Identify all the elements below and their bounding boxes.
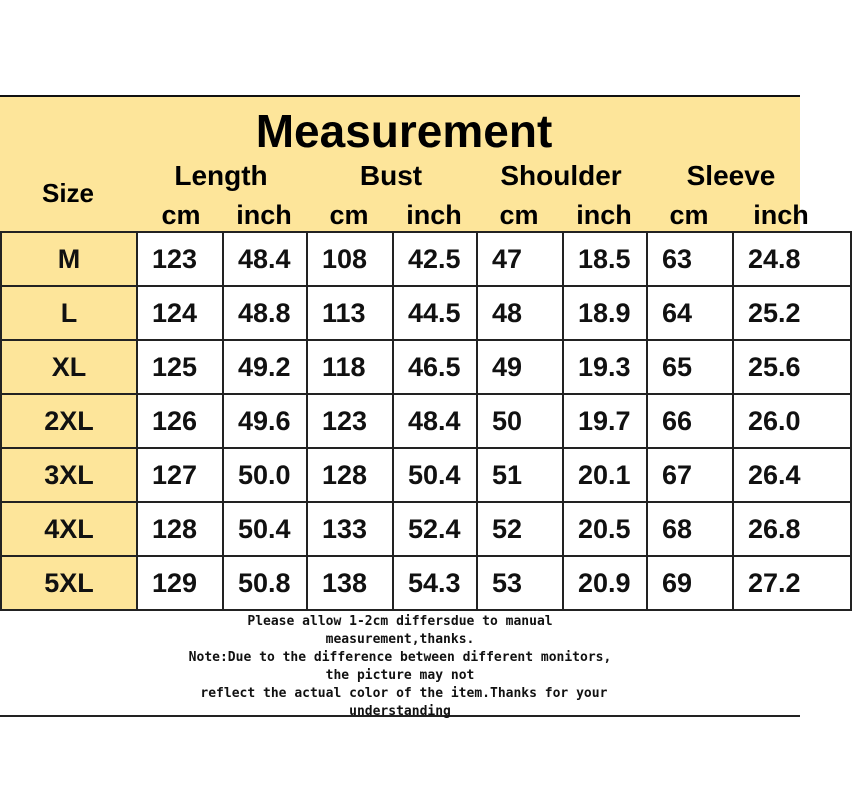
value-cell: 46.5	[393, 340, 477, 394]
table-row	[1, 286, 851, 340]
value-cell: 51	[477, 448, 563, 502]
value-cell: 20.5	[563, 502, 647, 556]
value-cell: 52.4	[393, 502, 477, 556]
value-cell: 138	[307, 556, 393, 610]
value-cell: 48.8	[223, 286, 307, 340]
unit-header: inch	[236, 200, 292, 230]
group-header-sleeve: Sleeve	[686, 160, 776, 191]
group-header-bust: Bust	[359, 160, 423, 191]
unit-header: inch	[576, 200, 632, 230]
size-cell: 2XL	[1, 394, 137, 448]
table-row	[1, 340, 851, 394]
value-cell: 19.7	[563, 394, 647, 448]
value-cell: 65	[647, 340, 733, 394]
size-cell: 4XL	[1, 502, 137, 556]
value-cell: 49.6	[223, 394, 307, 448]
value-cell: 126	[137, 394, 223, 448]
size-chart	[0, 95, 809, 719]
value-cell: 48.4	[223, 232, 307, 286]
value-cell: 50.0	[223, 448, 307, 502]
table-row	[1, 502, 851, 556]
value-cell: 129	[137, 556, 223, 610]
unit-header: inch	[406, 200, 462, 230]
value-cell: 113	[307, 286, 393, 340]
size-cell: 5XL	[1, 556, 137, 610]
value-cell: 118	[307, 340, 393, 394]
unit-header: cm	[499, 200, 539, 230]
unit-header: cm	[161, 200, 201, 230]
value-cell: 50	[477, 394, 563, 448]
value-cell: 26.4	[733, 448, 851, 502]
value-cell: 27.2	[733, 556, 851, 610]
value-cell: 49	[477, 340, 563, 394]
value-cell: 133	[307, 502, 393, 556]
value-cell: 52	[477, 502, 563, 556]
size-cell: M	[1, 232, 137, 286]
value-cell: 50.4	[223, 502, 307, 556]
size-cell: XL	[1, 340, 137, 394]
note-line: understanding	[349, 704, 451, 719]
unit-header: cm	[669, 200, 709, 230]
value-cell: 49.2	[223, 340, 307, 394]
value-cell: 63	[647, 232, 733, 286]
value-cell: 127	[137, 448, 223, 502]
value-cell: 18.5	[563, 232, 647, 286]
note-line: measurement,thanks.	[325, 632, 475, 647]
table-row	[1, 232, 851, 286]
table-row	[1, 448, 851, 502]
header-band	[0, 95, 809, 231]
unit-header: inch	[753, 200, 809, 230]
value-cell: 67	[647, 448, 733, 502]
value-cell: 42.5	[393, 232, 477, 286]
size-cell: 3XL	[1, 448, 137, 502]
value-cell: 50.4	[393, 448, 477, 502]
value-cell: 47	[477, 232, 563, 286]
chart-title: Measurement	[255, 105, 553, 157]
value-cell: 128	[137, 502, 223, 556]
table-row	[1, 394, 851, 448]
value-cell: 26.8	[733, 502, 851, 556]
value-cell: 25.6	[733, 340, 851, 394]
size-column-header: Size	[41, 178, 95, 208]
note-line: Note:Due to the difference between different monitors,	[188, 650, 612, 665]
size-cell: L	[1, 286, 137, 340]
value-cell: 24.8	[733, 232, 851, 286]
value-cell: 108	[307, 232, 393, 286]
value-cell: 53	[477, 556, 563, 610]
value-cell: 64	[647, 286, 733, 340]
value-cell: 44.5	[393, 286, 477, 340]
value-cell: 69	[647, 556, 733, 610]
value-cell: 26.0	[733, 394, 851, 448]
table-row	[1, 556, 851, 610]
value-cell: 48	[477, 286, 563, 340]
value-cell: 25.2	[733, 286, 851, 340]
value-cell: 66	[647, 394, 733, 448]
value-cell: 20.1	[563, 448, 647, 502]
value-cell: 18.9	[563, 286, 647, 340]
measurement-table	[0, 231, 852, 611]
note-line: Please allow 1-2cm differsdue to manual	[247, 614, 553, 629]
value-cell: 123	[307, 394, 393, 448]
value-cell: 123	[137, 232, 223, 286]
group-header-shoulder: Shoulder	[500, 160, 622, 191]
value-cell: 19.3	[563, 340, 647, 394]
group-header-length: Length	[174, 160, 268, 191]
value-cell: 125	[137, 340, 223, 394]
unit-header: cm	[329, 200, 369, 230]
notes-box	[0, 609, 800, 717]
value-cell: 20.9	[563, 556, 647, 610]
note-line: the picture may not	[325, 668, 475, 683]
note-line: reflect the actual color of the item.Thanks for your	[192, 686, 608, 701]
value-cell: 68	[647, 502, 733, 556]
value-cell: 50.8	[223, 556, 307, 610]
value-cell: 48.4	[393, 394, 477, 448]
value-cell: 124	[137, 286, 223, 340]
value-cell: 128	[307, 448, 393, 502]
value-cell: 54.3	[393, 556, 477, 610]
